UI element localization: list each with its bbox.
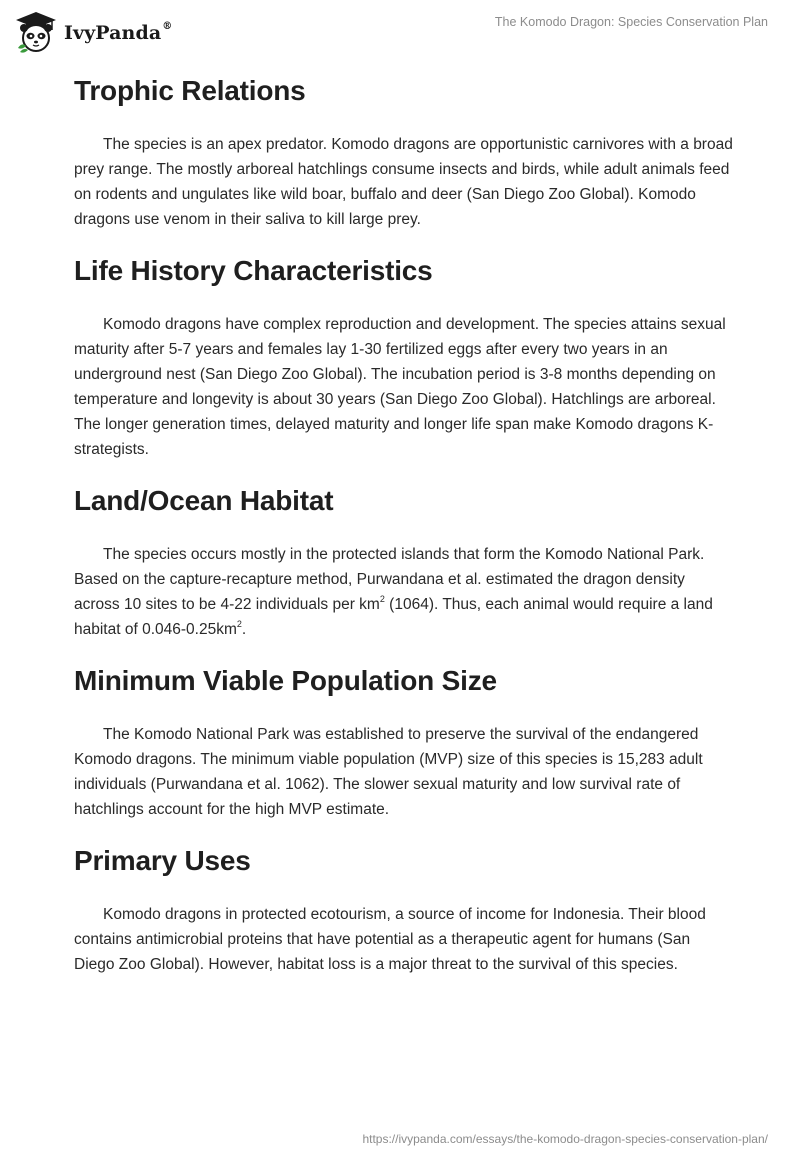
section-heading-life-history: Life History Characteristics [74,255,433,286]
habitat-text-part-2: (1064). Thus, each animal would require a land habitat of 0.046-0.25km [74,596,713,638]
page-header [0,0,800,64]
superscript-2: 2 [236,618,242,629]
section-paragraph-life-history: Komodo dragons have complex reproduction and development. The species attains sexual maturity after 5-7 years and females lay 1-30 fertilized eggs after every two years in an underground nest (San Diego Zoo Global). The incubation period is 3-8 months depending on temperature and longevity is about 30 years (San Diego Zoo Global). Hatchlings are arboreal. The longer generation times, delayed maturity and longer life span make Komodo dragons K-strategists. [74,316,726,458]
section-heading-mvp: Minimum Viable Population Size [74,665,497,696]
section-heading-habitat: Land/Ocean Habitat [74,485,334,516]
source-url[interactable]: https://ivypanda.com/essays/the-komodo-dragon-species-conservation-plan/ [362,1132,768,1146]
essay-content [74,70,734,977]
panda-graduate-icon [14,10,58,54]
superscript-2: 2 [379,593,385,604]
brand-text: IvyPanda [64,22,162,44]
section-paragraph-trophic-relations: The species is an apex predator. Komodo dragons are opportunistic carnivores with a broad prey range. The mostly arboreal hatchlings consume insects and birds, while adult animals feed on rodents and ungulates like wild boar, buffalo and deer (San Diego Zoo Global). Komodo dragons use venom in their saliva to kill large prey. [74,136,733,228]
section-paragraph-mvp: The Komodo National Park was established to preserve the survival of the endangered Komodo dragons. The minimum viable population (MVP) size of this species is 15,283 adult individuals (Purwandana et al. 1062). The slower sexual maturity and low survival rate of hatchlings account for the high MVP estimate. [74,726,703,818]
document-title: The Komodo Dragon: Species Conservation Plan [494,15,768,29]
section-paragraph-habitat [74,542,734,642]
habitat-text-part-1: The species occurs mostly in the protected islands that form the Komodo National Park. Based on the capture-recapture method, Purwandana et al. estimated the dragon density across 10 sites to be 4-22 individuals per km [74,546,705,613]
brand-name [64,22,172,44]
section-heading-primary-uses: Primary Uses [74,845,251,876]
ivypanda-logo[interactable] [14,10,172,54]
section-heading-trophic-relations: Trophic Relations [74,75,306,106]
registered-mark: ® [162,20,173,32]
section-paragraph-primary-uses: Komodo dragons in protected ecotourism, a source of income for Indonesia. Their blood contains antimicrobial proteins that have potential as a therapeutic agent for humans (San Diego Zoo Global). However, habitat loss is a major threat to the survival of this species. [74,906,706,973]
habitat-text-part-3: . [241,621,247,638]
